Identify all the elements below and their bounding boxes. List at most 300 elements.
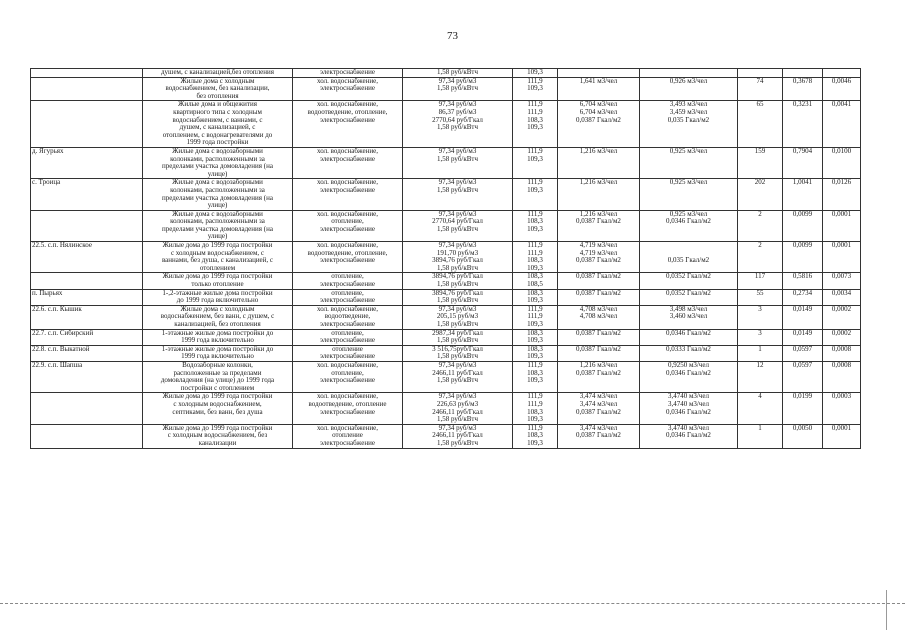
cell-index-line: 111,9 (527, 147, 543, 155)
cell-service-line: водоотведение, отопление, (307, 248, 388, 257)
table-row (31, 101, 861, 148)
cell-type-line: пределами участка домовладения (на (162, 224, 273, 233)
cell-tariff (403, 345, 513, 361)
cell-norm-1-line: 0,0387 Гкал/м2 (576, 368, 621, 377)
cell-type-line: канализацией, без отопления (174, 320, 261, 328)
cell-service-line: электроснабжение (320, 336, 375, 345)
cell-service (293, 289, 403, 305)
cell-value-1: 0,5816 (783, 273, 823, 289)
cell-service (293, 77, 403, 101)
cell-tariff-line: 1,58 руб/кВтч (437, 280, 478, 289)
cell-index-line: 111,9 (527, 361, 543, 369)
cell-tariff-line: 1,58 руб/кВтч (437, 415, 478, 424)
cell-index-line: 109,3 (527, 185, 543, 194)
cell-tariff-line: 2466,11 руб/Гкал (432, 368, 483, 377)
cell-locality (31, 77, 143, 101)
cell-value-2 (823, 69, 861, 78)
cell-norm-1-line: 6,704 м3/чел (579, 107, 618, 116)
table-row (31, 273, 861, 289)
cell-index-line: 109,3 (527, 224, 543, 233)
cell-service-line: хол. водоснабжение, (317, 210, 378, 218)
cell-value-2: 0,0073 (823, 273, 861, 289)
cell-tariff-line: 2466,11 руб/Гкал (432, 407, 483, 416)
cell-locality: 22.5. с.п. Нялинское (31, 242, 143, 273)
cell-index-line: 109,3 (527, 415, 543, 424)
cell-index-line: 109,3 (527, 263, 543, 272)
cell-service (293, 273, 403, 289)
cell-norm-1-line: 3,474 м3/чел (579, 392, 618, 401)
cell-type-line: септиками, без ванн, без душа (172, 407, 263, 416)
cell-norm-1 (558, 101, 640, 148)
cell-type-line: Жилые дома и общежития (178, 100, 257, 109)
cell-norm-1-line: 4,708 м3/чел (579, 312, 618, 321)
cell-count: 1 (738, 424, 783, 448)
cell-type-line: расположенные за пределами (173, 368, 262, 377)
cell-tariff (403, 69, 513, 78)
cell-type-line: водоснабжением, без ванн, с душем, с (160, 312, 275, 321)
cell-norm-2-line: 3,4740 м3/чел (668, 424, 709, 432)
cell-index-line: 108,3 (527, 407, 543, 416)
cell-service-line: электроснабжение (320, 280, 375, 289)
cell-service-line: электроснабжение (320, 185, 375, 194)
cell-type-line: душем, с канализацией, с (179, 123, 256, 132)
cell-value-2: 0,0003 (823, 393, 861, 424)
cell-type-line: Жилые дома до 1999 года постройки (162, 272, 273, 281)
cell-index (513, 210, 558, 241)
cell-norm-1-line: 1,216 м3/чел (579, 147, 618, 155)
cell-tariff-line: 3 516,75руб/Гкал (432, 345, 483, 353)
cell-type (143, 77, 293, 101)
cell-tariff-line: 97,34 руб/м3 (438, 424, 477, 432)
cell-index-line: 111,9 (527, 210, 543, 218)
cell-type-line: пределами участка домовладения (на (162, 193, 273, 202)
cell-type-line: улице) (207, 232, 228, 241)
cell-type-line: домовладения (на улице) до 1999 года (160, 376, 275, 385)
cell-type (143, 179, 293, 210)
cell-service-line: хол. водоснабжение, (317, 178, 378, 187)
table-row (31, 77, 861, 101)
cell-locality (31, 393, 143, 424)
cell-service-line: отопление, (331, 329, 364, 337)
cell-norm-2 (640, 289, 738, 305)
cell-service-line: хол. водоснабжение, (317, 100, 378, 109)
cell-locality: 22.7. с.п. Сибирский (31, 329, 143, 345)
cell-value-1: 0,3231 (783, 101, 823, 148)
cell-service-line: водоотведение, (324, 312, 371, 321)
cell-type-line: канализации (198, 438, 237, 447)
cell-value-1: 0,0050 (783, 424, 823, 448)
cell-tariff-line: 1,58 руб/кВтч (437, 185, 478, 194)
cell-index (513, 69, 558, 78)
cell-index-line: 109,3 (527, 84, 543, 93)
cell-norm-2 (640, 69, 738, 78)
cell-locality (31, 101, 143, 148)
table-row (31, 305, 861, 329)
cell-tariff-line: 2987,34 руб/Гкал (432, 329, 483, 337)
cell-norm-2-line: 0,035 Гкал/м2 (667, 115, 710, 124)
cell-tariff-line: 97,34 руб/м3 (438, 305, 477, 313)
cell-norm-1-line: 1,216 м3/чел (579, 210, 618, 218)
cell-index-line: 111,9 (527, 392, 543, 401)
cell-norm-2-line: 0,925 м3/чел (669, 178, 708, 187)
cell-index (513, 147, 558, 178)
cell-norm-2 (640, 242, 738, 273)
cell-norm-1 (558, 69, 640, 78)
cell-tariff-line: 3894,76 руб/Гкал (432, 272, 483, 281)
cell-locality (31, 273, 143, 289)
cell-tariff (403, 289, 513, 305)
cell-count: 55 (738, 289, 783, 305)
cell-norm-1 (558, 345, 640, 361)
cell-count: 3 (738, 329, 783, 345)
table-row (31, 345, 861, 361)
cell-value-2: 0,0008 (823, 345, 861, 361)
cell-type-line: 1-,2-этажные жилые дома постройки (162, 289, 273, 297)
cell-tariff-line: 1,58 руб/кВтч (437, 154, 478, 163)
cell-type (143, 242, 293, 273)
cell-norm-2-line: 0,0346 Гкал/м2 (666, 368, 711, 377)
cell-norm-2-line: 0,0352 Гкал/м2 (666, 289, 711, 297)
cell-value-1: 0,7904 (783, 147, 823, 178)
cell-service (293, 361, 403, 392)
cell-value-2: 0,0001 (823, 242, 861, 273)
cell-tariff-line: 1,58 руб/кВтч (437, 123, 478, 132)
cell-index (513, 77, 558, 101)
cell-service-line: водоотведение, отопление, (307, 107, 388, 116)
cell-norm-1 (558, 210, 640, 241)
cell-norm-2 (640, 345, 738, 361)
cell-service (293, 345, 403, 361)
cell-value-1: 0,2734 (783, 289, 823, 305)
table-row (31, 69, 861, 78)
cell-type-line: 1-этажные жилые дома постройки до (161, 345, 274, 353)
cell-locality (31, 210, 143, 241)
cell-type-line: колонками, расположенными за (170, 185, 265, 194)
cell-type (143, 361, 293, 392)
cell-index (513, 305, 558, 329)
cell-service-line: отопление (332, 345, 363, 353)
cell-index-line: 109,3 (527, 352, 543, 361)
cell-service-line: электроснабжение (320, 115, 375, 124)
cell-type-line: Водозаборные колонки, (182, 361, 253, 369)
cell-norm-2-line: 3,4740 м3/чел (668, 399, 709, 408)
cell-service-line: отопление (332, 431, 363, 440)
cell-tariff-line: 2770,64 руб/Гкал (432, 115, 483, 124)
cell-tariff-line: 205,15 руб/м3 (436, 312, 479, 321)
cell-norm-1-line: 0,0387 Гкал/м2 (576, 272, 621, 281)
cell-norm-1-line: 0,0387 Гкал/м2 (576, 407, 621, 416)
cell-type-line: только отопление (191, 280, 244, 289)
cell-tariff (403, 147, 513, 178)
cell-value-1: 0,0597 (783, 345, 823, 361)
cell-tariff (403, 329, 513, 345)
cell-index-line: 108,3 (527, 272, 543, 281)
cell-norm-2 (640, 273, 738, 289)
cell-type-line: водоснабжением, без канализации, (165, 84, 270, 93)
cell-service-line: хол. водоснабжение, (317, 392, 378, 401)
cell-index-line: 111,9 (527, 399, 543, 408)
cell-tariff-line: 1,58 руб/кВтч (437, 263, 478, 272)
cell-service (293, 147, 403, 178)
cell-locality: п. Пырьях (31, 289, 143, 305)
cell-norm-1-line: 0,0387 Гкал/м2 (576, 115, 621, 124)
cell-index (513, 329, 558, 345)
cell-tariff-line: 1,58 руб/кВтч (437, 296, 478, 305)
cell-service (293, 101, 403, 148)
cell-index-line: 111,9 (527, 241, 543, 250)
cell-type-line: улице) (207, 169, 228, 178)
cell-value-1: 0,0149 (783, 329, 823, 345)
cell-count: 12 (738, 361, 783, 392)
cell-type (143, 273, 293, 289)
cell-service-line: электроснабжение (320, 68, 375, 76)
cell-service-line: электроснабжение (320, 376, 375, 385)
cell-tariff-line: 97,34 руб/м3 (438, 100, 477, 109)
cell-tariff (403, 179, 513, 210)
cell-norm-2-line: 0,926 м3/чел (669, 77, 708, 85)
cell-tariff-line: 226,63 руб/м3 (436, 399, 479, 408)
cell-index-line: 108,3 (527, 115, 543, 124)
cell-service-line: хол. водоснабжение, (317, 305, 378, 313)
cell-tariff-line: 1,58 руб/кВтч (437, 352, 478, 361)
cell-count (738, 69, 783, 78)
table-row (31, 289, 861, 305)
cell-norm-1-line: 0,0387 Гкал/м2 (576, 345, 621, 353)
cell-norm-1-line: 4,719 м3/чел (579, 241, 618, 250)
cell-norm-2 (640, 424, 738, 448)
cell-index-line: 108,3 (527, 345, 543, 353)
cell-type (143, 101, 293, 148)
cell-norm-1 (558, 273, 640, 289)
cell-norm-2-line: 0,0333 Гкал/м2 (666, 345, 711, 353)
table-body (31, 69, 861, 449)
cell-service-line: электроснабжение (320, 84, 375, 93)
cell-type-line: Жилые дома до 1999 года постройки (162, 241, 273, 250)
cell-service (293, 210, 403, 241)
cell-service-line: хол. водоснабжение, (317, 424, 378, 432)
cell-tariff-line: 97,34 руб/м3 (438, 361, 477, 369)
cell-value-1: 0,0099 (783, 210, 823, 241)
page-number: 73 (447, 30, 458, 42)
cell-value-2: 0,0001 (823, 424, 861, 448)
cell-type-line: с холодным водоснабжением, с (170, 248, 265, 257)
cell-type-line: Жилые дома с водозаборными (172, 210, 263, 218)
cell-index (513, 101, 558, 148)
cell-type-line: без отопления (196, 91, 239, 100)
cell-tariff-line: 97,34 руб/м3 (438, 178, 477, 187)
cell-tariff-line: 1,58 руб/кВтч (437, 438, 478, 447)
cell-tariff-line: 3894,76 руб/Гкал (432, 256, 483, 265)
cell-service-line: водоотведение, отопление (308, 399, 387, 408)
cell-norm-2-line: 3,498 м3/чел (669, 305, 708, 313)
cell-index-line: 108,5 (527, 280, 543, 289)
cell-type-line: водоснабжением, с ваннами, с (172, 115, 263, 124)
cell-tariff (403, 424, 513, 448)
cell-index-line: 111,9 (527, 424, 543, 432)
cell-index (513, 345, 558, 361)
cell-value-1: 0,0099 (783, 242, 823, 273)
cell-tariff (403, 77, 513, 101)
cell-tariff-line: 97,34 руб/м3 (438, 392, 477, 401)
cell-locality: 22.6. с.п. Кышик (31, 305, 143, 329)
cell-type-line: Жилые дома до 1999 года постройки (162, 392, 273, 401)
cell-norm-2 (640, 329, 738, 345)
cell-norm-1-line: 1,641 м3/чел (579, 77, 618, 85)
cell-type (143, 329, 293, 345)
cell-type-line: отоплением (199, 263, 236, 272)
cell-tariff-line: 1,58 руб/кВтч (437, 84, 478, 93)
cell-tariff-line: 1,58 руб/кВтч (437, 336, 478, 345)
cell-index-line: 109,3 (527, 68, 543, 76)
cell-tariff-line: 97,34 руб/м3 (438, 241, 477, 250)
cell-tariff-line: 97,34 руб/м3 (438, 147, 477, 155)
cell-tariff (403, 361, 513, 392)
cell-value-2: 0,0034 (823, 289, 861, 305)
cell-service-line: отопление, (331, 217, 364, 226)
cell-type-line: колонками, расположенными за (170, 217, 265, 226)
cell-norm-1 (558, 329, 640, 345)
cell-index-line: 111,9 (527, 312, 543, 321)
cell-type-line: Жилые дома с холодным (180, 77, 255, 85)
cell-count: 3 (738, 305, 783, 329)
cell-value-2: 0,0002 (823, 329, 861, 345)
table-row (31, 424, 861, 448)
cell-locality: 22.8. с.п. Выкатной (31, 345, 143, 361)
cell-value-1 (783, 69, 823, 78)
cell-index-line: 111,9 (527, 100, 543, 109)
cell-value-2: 0,0126 (823, 179, 861, 210)
cell-service-line: электроснабжение (320, 352, 375, 361)
cell-norm-2-line: 0,0346 Гкал/м2 (666, 407, 711, 416)
cell-norm-1 (558, 242, 640, 273)
cell-value-2: 0,0001 (823, 210, 861, 241)
cell-norm-1-line: 0,0387 Гкал/м2 (576, 329, 621, 337)
cell-norm-2-line: 3,4740 м3/чел (668, 392, 709, 401)
cell-tariff (403, 305, 513, 329)
cell-tariff-line: 1,58 руб/кВтч (437, 320, 478, 328)
cell-tariff-line: 1,58 руб/кВтч (437, 68, 478, 76)
page-bottom-rule (0, 603, 905, 604)
cell-service-line: электроснабжение (320, 224, 375, 233)
cell-tariff (403, 101, 513, 148)
cell-tariff-line: 3894,76 руб/Гкал (432, 289, 483, 297)
cell-tariff-line: 97,34 руб/м3 (438, 77, 477, 85)
page-edge-mark (886, 590, 887, 630)
cell-service-line: отопление, (331, 272, 364, 281)
cell-type (143, 424, 293, 448)
cell-type-line: квартирного типа с холодным (173, 107, 262, 116)
cell-service-line: электроснабжение (320, 407, 375, 416)
cell-index-line: 109,3 (527, 154, 543, 163)
cell-norm-1 (558, 289, 640, 305)
cell-locality: с. Троица (31, 179, 143, 210)
cell-locality: 22.9. с.п. Шапша (31, 361, 143, 392)
cell-index (513, 393, 558, 424)
cell-type-line: отоплением, с водонагревателями до (162, 130, 273, 139)
cell-norm-2-line: 0,0352 Гкал/м2 (666, 272, 711, 281)
cell-norm-1 (558, 179, 640, 210)
cell-norm-2 (640, 305, 738, 329)
cell-norm-2 (640, 147, 738, 178)
cell-type (143, 289, 293, 305)
cell-norm-2-line: 3,493 м3/чел (669, 100, 708, 109)
cell-value-2: 0,0002 (823, 305, 861, 329)
tariff-table (30, 68, 861, 449)
cell-type-line: 1999 года включительно (181, 336, 254, 345)
cell-value-1: 1,0041 (783, 179, 823, 210)
cell-count: 2 (738, 242, 783, 273)
cell-service-line: хол. водоснабжение, (317, 361, 378, 369)
cell-value-2: 0,0008 (823, 361, 861, 392)
cell-norm-2-line: 0,9250 м3/чел (668, 361, 709, 369)
cell-norm-1 (558, 77, 640, 101)
cell-norm-1 (558, 147, 640, 178)
cell-type-line: пределами участка домовладения (на (162, 162, 273, 171)
cell-norm-2-line: 0,0346 Гкал/м2 (666, 217, 711, 226)
cell-service-line: хол. водоснабжение, (317, 147, 378, 155)
cell-index-line: 111,9 (527, 107, 543, 116)
table-row (31, 329, 861, 345)
cell-type (143, 210, 293, 241)
cell-norm-1 (558, 305, 640, 329)
cell-norm-1 (558, 424, 640, 448)
cell-service (293, 424, 403, 448)
cell-type-line: постройки с отоплением (180, 383, 255, 392)
cell-tariff (403, 242, 513, 273)
cell-type-line: Жилые дома до 1999 года постройки (162, 424, 273, 432)
cell-type-line: колонками, расположенными за (170, 154, 265, 163)
cell-index-line: 111,9 (527, 178, 543, 187)
cell-value-1: 0,0199 (783, 393, 823, 424)
cell-service-line: отопление, (331, 368, 364, 377)
cell-tariff-line: 1,58 руб/кВтч (437, 224, 478, 233)
cell-service-line: электроснабжение (320, 320, 375, 328)
table-row (31, 210, 861, 241)
cell-index-line: 109,3 (527, 123, 543, 132)
cell-type-line: 1-этажные жилые дома постройки до (161, 329, 274, 337)
cell-norm-2-line: 0,925 м3/чел (669, 147, 708, 155)
cell-norm-1-line: 6,704 м3/чел (579, 100, 618, 109)
cell-norm-2 (640, 393, 738, 424)
cell-norm-2 (640, 179, 738, 210)
cell-index-line: 109,3 (527, 438, 543, 447)
cell-type-line: 1999 года включительно (181, 352, 254, 361)
cell-index-line: 108,3 (527, 217, 543, 226)
cell-service-line: хол. водоснабжение, (317, 77, 378, 85)
cell-tariff-line: 1,58 руб/кВтч (437, 376, 478, 385)
cell-value-1: 0,3678 (783, 77, 823, 101)
cell-type-line: до 1999 года включительно (176, 296, 259, 305)
cell-norm-1 (558, 393, 640, 424)
cell-service-line: хол. водоснабжение, (317, 241, 378, 250)
cell-tariff-line: 86,37 руб/м3 (438, 107, 477, 116)
cell-norm-2 (640, 210, 738, 241)
cell-service (293, 179, 403, 210)
cell-index-line: 109,3 (527, 376, 543, 385)
cell-service (293, 305, 403, 329)
cell-index-line: 109,3 (527, 296, 543, 305)
cell-tariff (403, 210, 513, 241)
cell-tariff (403, 393, 513, 424)
cell-count: 74 (738, 77, 783, 101)
cell-type (143, 69, 293, 78)
cell-index-line: 108,3 (527, 431, 543, 440)
cell-count: 65 (738, 101, 783, 148)
cell-type-line: с холодным водоснабжением, без (167, 431, 268, 440)
cell-index-line: 108,3 (527, 289, 543, 297)
cell-locality: д. Ягурьях (31, 147, 143, 178)
cell-norm-1-line: 4,719 м3/чел (579, 248, 618, 257)
